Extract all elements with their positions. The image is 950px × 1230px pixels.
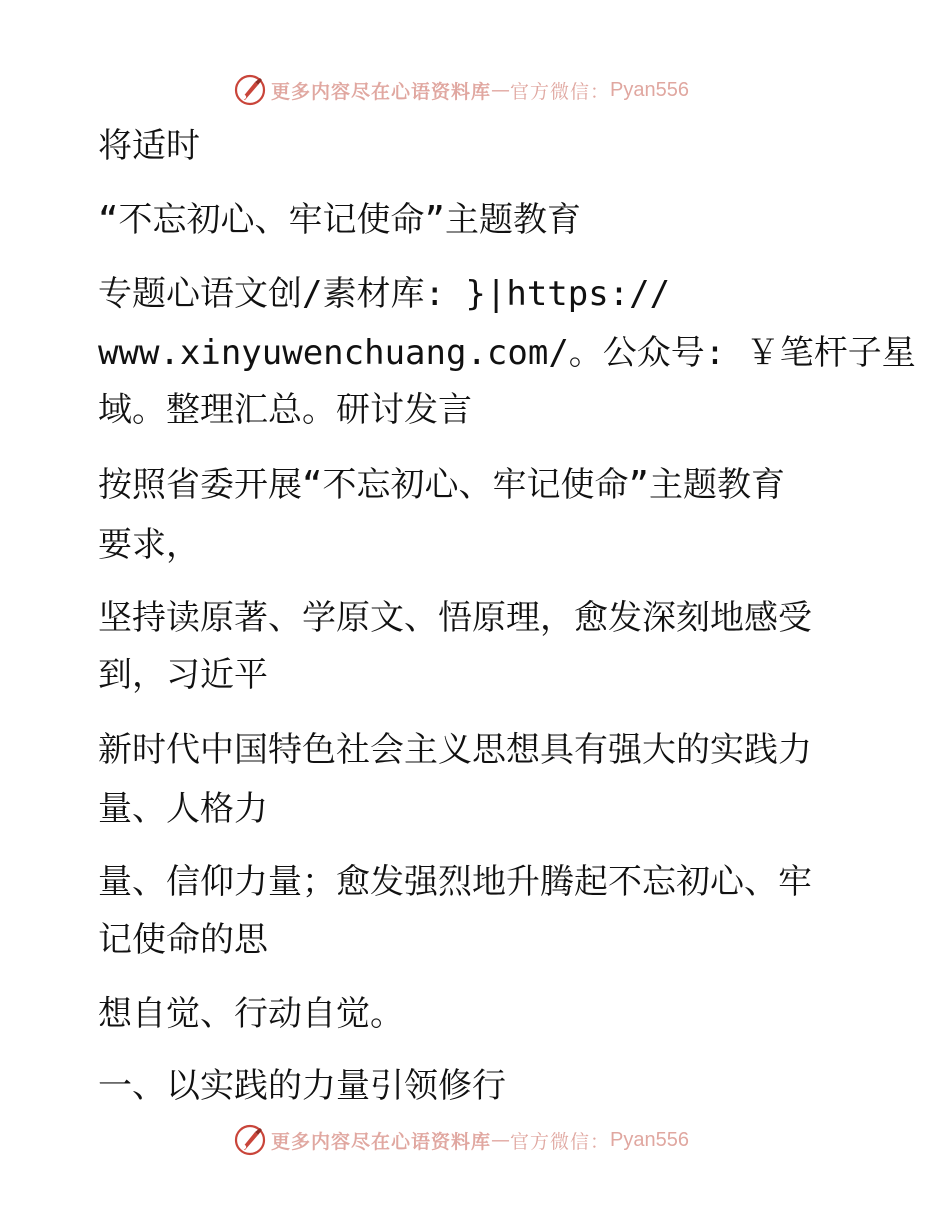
quill-pen-seal-icon: [233, 1123, 267, 1157]
header-watermark-banner: [233, 72, 689, 108]
banner-brand-text: 更多内容尽在心语资料库: [271, 80, 492, 103]
body-line: 坚持读原著、学原文、悟原理，愈发深刻地感受: [98, 598, 812, 638]
footer-watermark-banner: [233, 1122, 689, 1158]
body-line: 按照省委开展“不忘初心、牢记使命”主题教育: [98, 465, 785, 505]
banner-brand-text: 更多内容尽在心语资料库: [271, 1130, 492, 1153]
body-line: 记使命的思: [98, 920, 268, 960]
banner-dash: —: [491, 1129, 511, 1151]
quill-pen-seal-icon: [233, 73, 267, 107]
body-line: 到，习近平: [98, 655, 268, 695]
banner-wechat-id: Pyan556: [610, 1128, 689, 1151]
body-line: 专题心语文创/素材库: }|https://: [98, 274, 671, 314]
body-line: www.xinyuwenchuang.com/。公众号: ￥笔杆子星: [98, 333, 916, 373]
banner-dash: —: [491, 79, 511, 101]
body-line: 新时代中国特色社会主义思想具有强大的实践力: [98, 730, 812, 770]
body-line: “不忘初心、牢记使命”主题教育: [98, 200, 581, 240]
body-line: 将适时: [98, 126, 200, 166]
banner-wechat-label: 官方微信：: [510, 1130, 611, 1153]
body-line: 量、信仰力量；愈发强烈地升腾起不忘初心、牢: [98, 862, 812, 902]
body-line: 量、人格力: [98, 789, 268, 829]
body-line: 想自觉、行动自觉。: [98, 994, 404, 1034]
banner-wechat-id: Pyan556: [610, 78, 689, 101]
body-line: 要求，: [98, 525, 200, 565]
body-line: 域。整理汇总。研讨发言: [98, 390, 472, 430]
banner-wechat-label: 官方微信：: [510, 80, 611, 103]
body-line: 一、以实践的力量引领修行: [98, 1066, 506, 1106]
